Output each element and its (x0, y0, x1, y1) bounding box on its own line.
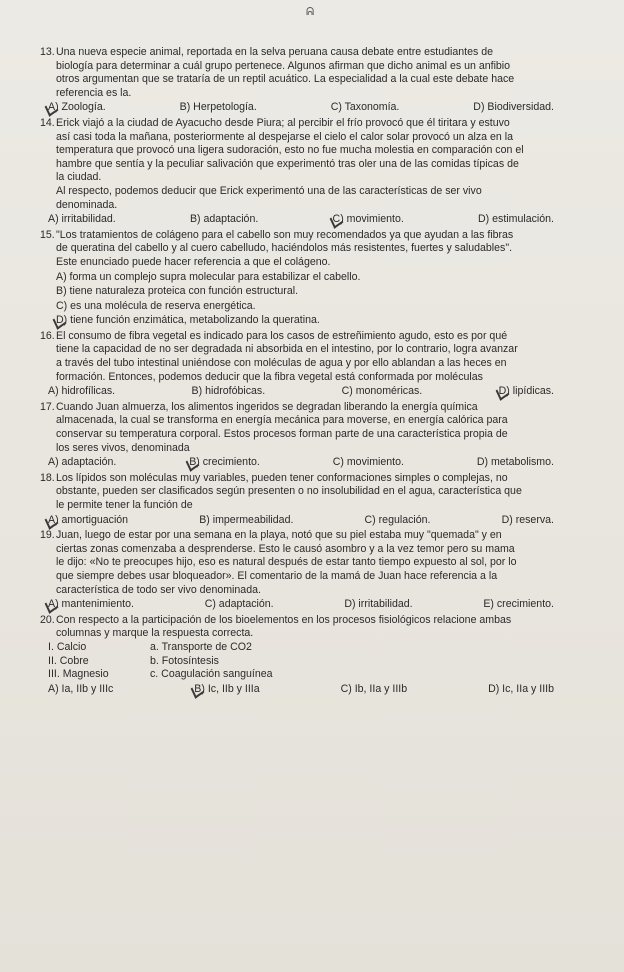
matching-columns (40, 641, 564, 682)
option-b[interactable]: B) hidrofóbicas. (191, 385, 266, 398)
option-b[interactable]: B) Ic, IIb y IIIa (194, 682, 260, 695)
question-stem: 18.Los lípidos son moléculas muy variables, pueden tener conformaciones simples o complejas, no obstante, pueden ser clasificados según presenten o no insolubilidad en el agua, característica que le permite tener la función de (40, 471, 522, 511)
question-stem: 19.Juan, luego de estar por una semana en la playa, notó que su piel estaba muy "quemada" y en ciertas zonas comenzaba a desprenderse. Esto le causó asombro y a la vez temor pero su mama le dijo: «No te preocupes hijo, eso es natural después de estar tanto tiempo expuesto al sol, por lo que siempre debes usar bloqueador». El comentario de la mamá de Juan hace referencia a la característica de todo ser vivo denominada. (40, 529, 517, 596)
question-17 (40, 401, 564, 470)
question-stem: 13.Una nueva especie animal, reportada en la selva peruana causa debate entre estudiantes de biología para determinar a cuál grupo pertenece. Algunos afirman que dicho animal es un anfibio otros argumentan que se trataría de un reptil acuático. La especialidad a la cual este debate hace referencia es la. (40, 46, 515, 99)
pair-right: a. Transporte de CO2 (150, 640, 252, 653)
options-row (40, 598, 564, 612)
options-row (40, 101, 564, 115)
option-a[interactable]: A) Ia, IIb y IIIc (48, 682, 114, 695)
option-c[interactable]: C) adaptación. (204, 598, 274, 611)
option-d[interactable]: D) metabolismo. (476, 456, 554, 469)
options-column (40, 271, 564, 328)
option-b[interactable]: B) adaptación. (189, 213, 259, 226)
option-b[interactable]: B) crecimiento. (189, 456, 260, 469)
option-d[interactable]: D) tiene función enzimática, metabolizando la queratina. (56, 314, 564, 328)
option-a[interactable]: A) mantenimiento. (48, 598, 134, 611)
pair-row (40, 641, 564, 655)
question-19 (40, 529, 564, 612)
question-stem: 16.El consumo de fibra vegetal es indicado para los casos de estreñimiento agudo, esto es por qué tiene la capacidad de no ser degradada ni absorbida en el intestino, por lo contrario, logra avanzar a través del tubo intestinal uniéndose con moléculas de agua y por ello ablandan a las heces en formación. Entonces, podemos deducir que la fibra vegetal está conformada por moléculas (40, 329, 518, 383)
option-a[interactable]: A) adaptación. (48, 456, 117, 469)
option-a[interactable]: A) forma un complejo supra molecular para estabilizar el cabello. (56, 270, 361, 283)
pair-left: III. Magnesio (48, 668, 109, 681)
option-d[interactable]: D) lipídicas. (498, 385, 554, 398)
question-16 (40, 330, 564, 399)
option-d[interactable]: D) Ic, IIa y IIIb (488, 682, 554, 695)
option-b[interactable]: B) impermeabilidad. (199, 513, 294, 526)
pair-row (40, 668, 564, 682)
option-e[interactable]: E) crecimiento. (483, 598, 554, 611)
question-18 (40, 472, 564, 527)
question-stem: 15."Los tratamientos de colágeno para el cabello son muy recomendados ya que ayudan a las fibras de queratina del cabello y al cuero cabelludo, haciéndolos más resistentes, fuertes y saludables". Este enunciado puede hacer referencia a que el colágeno. (40, 228, 514, 268)
pair-left: I. Calcio (48, 640, 87, 653)
question-13 (40, 46, 564, 115)
question-number: 20. (40, 613, 55, 626)
option-c[interactable]: C) monoméricas. (341, 385, 423, 398)
option-a[interactable]: A) amortiguación (48, 513, 129, 526)
option-d[interactable]: D) irritabilidad. (344, 598, 413, 611)
question-stem: 20.Con respecto a la participación de los bioelementos en los procesos fisiológicos relacione ambas columnas y marque la respuesta correcta. (40, 613, 512, 640)
question-number: 18. (40, 471, 55, 484)
option-c[interactable]: C) movimiento. (332, 213, 404, 226)
question-number: 13. (40, 46, 55, 58)
question-20 (40, 614, 564, 697)
options-row (40, 683, 564, 697)
question-15 (40, 229, 564, 328)
pair-left: II. Cobre (48, 654, 89, 667)
question-number: 19. (40, 529, 55, 542)
question-number: 15. (40, 228, 55, 241)
option-a[interactable]: A) hidrofílicas. (48, 385, 116, 398)
options-row (40, 213, 564, 227)
question-number: 16. (40, 329, 55, 342)
option-c[interactable]: C) Ib, IIa y IIIb (340, 682, 408, 695)
options-row (40, 514, 564, 528)
option-c[interactable]: C) regulación. (364, 513, 431, 526)
option-a[interactable]: A) irritabilidad. (48, 213, 116, 226)
pair-row (40, 655, 564, 669)
pair-right: c. Coagulación sanguínea (150, 668, 273, 681)
pair-right: b. Fotosíntesis (150, 654, 219, 667)
page-mark: ᕱ (306, 6, 315, 18)
option-d[interactable]: D) reserva. (501, 513, 554, 526)
option-c[interactable]: C) movimiento. (332, 456, 404, 469)
option-d[interactable]: D) Biodiversidad. (473, 101, 554, 114)
question-number: 14. (40, 116, 55, 129)
option-c[interactable]: C) es una molécula de reserva energética. (56, 299, 256, 312)
question-stem: 14.Erick viajó a la ciudad de Ayacucho desde Piura; al percibir el frío provocó que él tiritara y estuvo así casi toda la mañana, posteriormente al despejarse el cielo el calor solar provocó un alza en la temperatura que provocó una ligera sudoración, esto no fue mucha molestia en comparación con el hambre que sentía y la peculiar salivación que experimentó tras oler una de las comidas típicas de la ciudad. Al respecto, podemos deducir que Erick experimentó una de las características de ser vivo denominada. (40, 116, 524, 211)
option-d[interactable]: D) estimulación. (478, 213, 554, 226)
option-b[interactable]: B) Herpetología. (179, 101, 257, 114)
question-number: 17. (40, 400, 55, 413)
option-a[interactable]: A) Zoología. (48, 101, 106, 114)
option-c[interactable]: C) Taxonomía. (330, 101, 400, 114)
option-b[interactable]: B) tiene naturaleza proteica con función estructural. (56, 285, 299, 298)
question-stem: 17.Cuando Juan almuerza, los alimentos ingeridos se degradan liberando la energía química almacenada, la cual se transforma en energía mecánica para moverse, en energía calórica para conservar su temperatura corporal. Estos procesos forman parte de una característica propia de los seres vivos, denominada (40, 400, 508, 454)
question-14 (40, 117, 564, 227)
options-row (40, 456, 564, 470)
options-row (40, 385, 564, 399)
